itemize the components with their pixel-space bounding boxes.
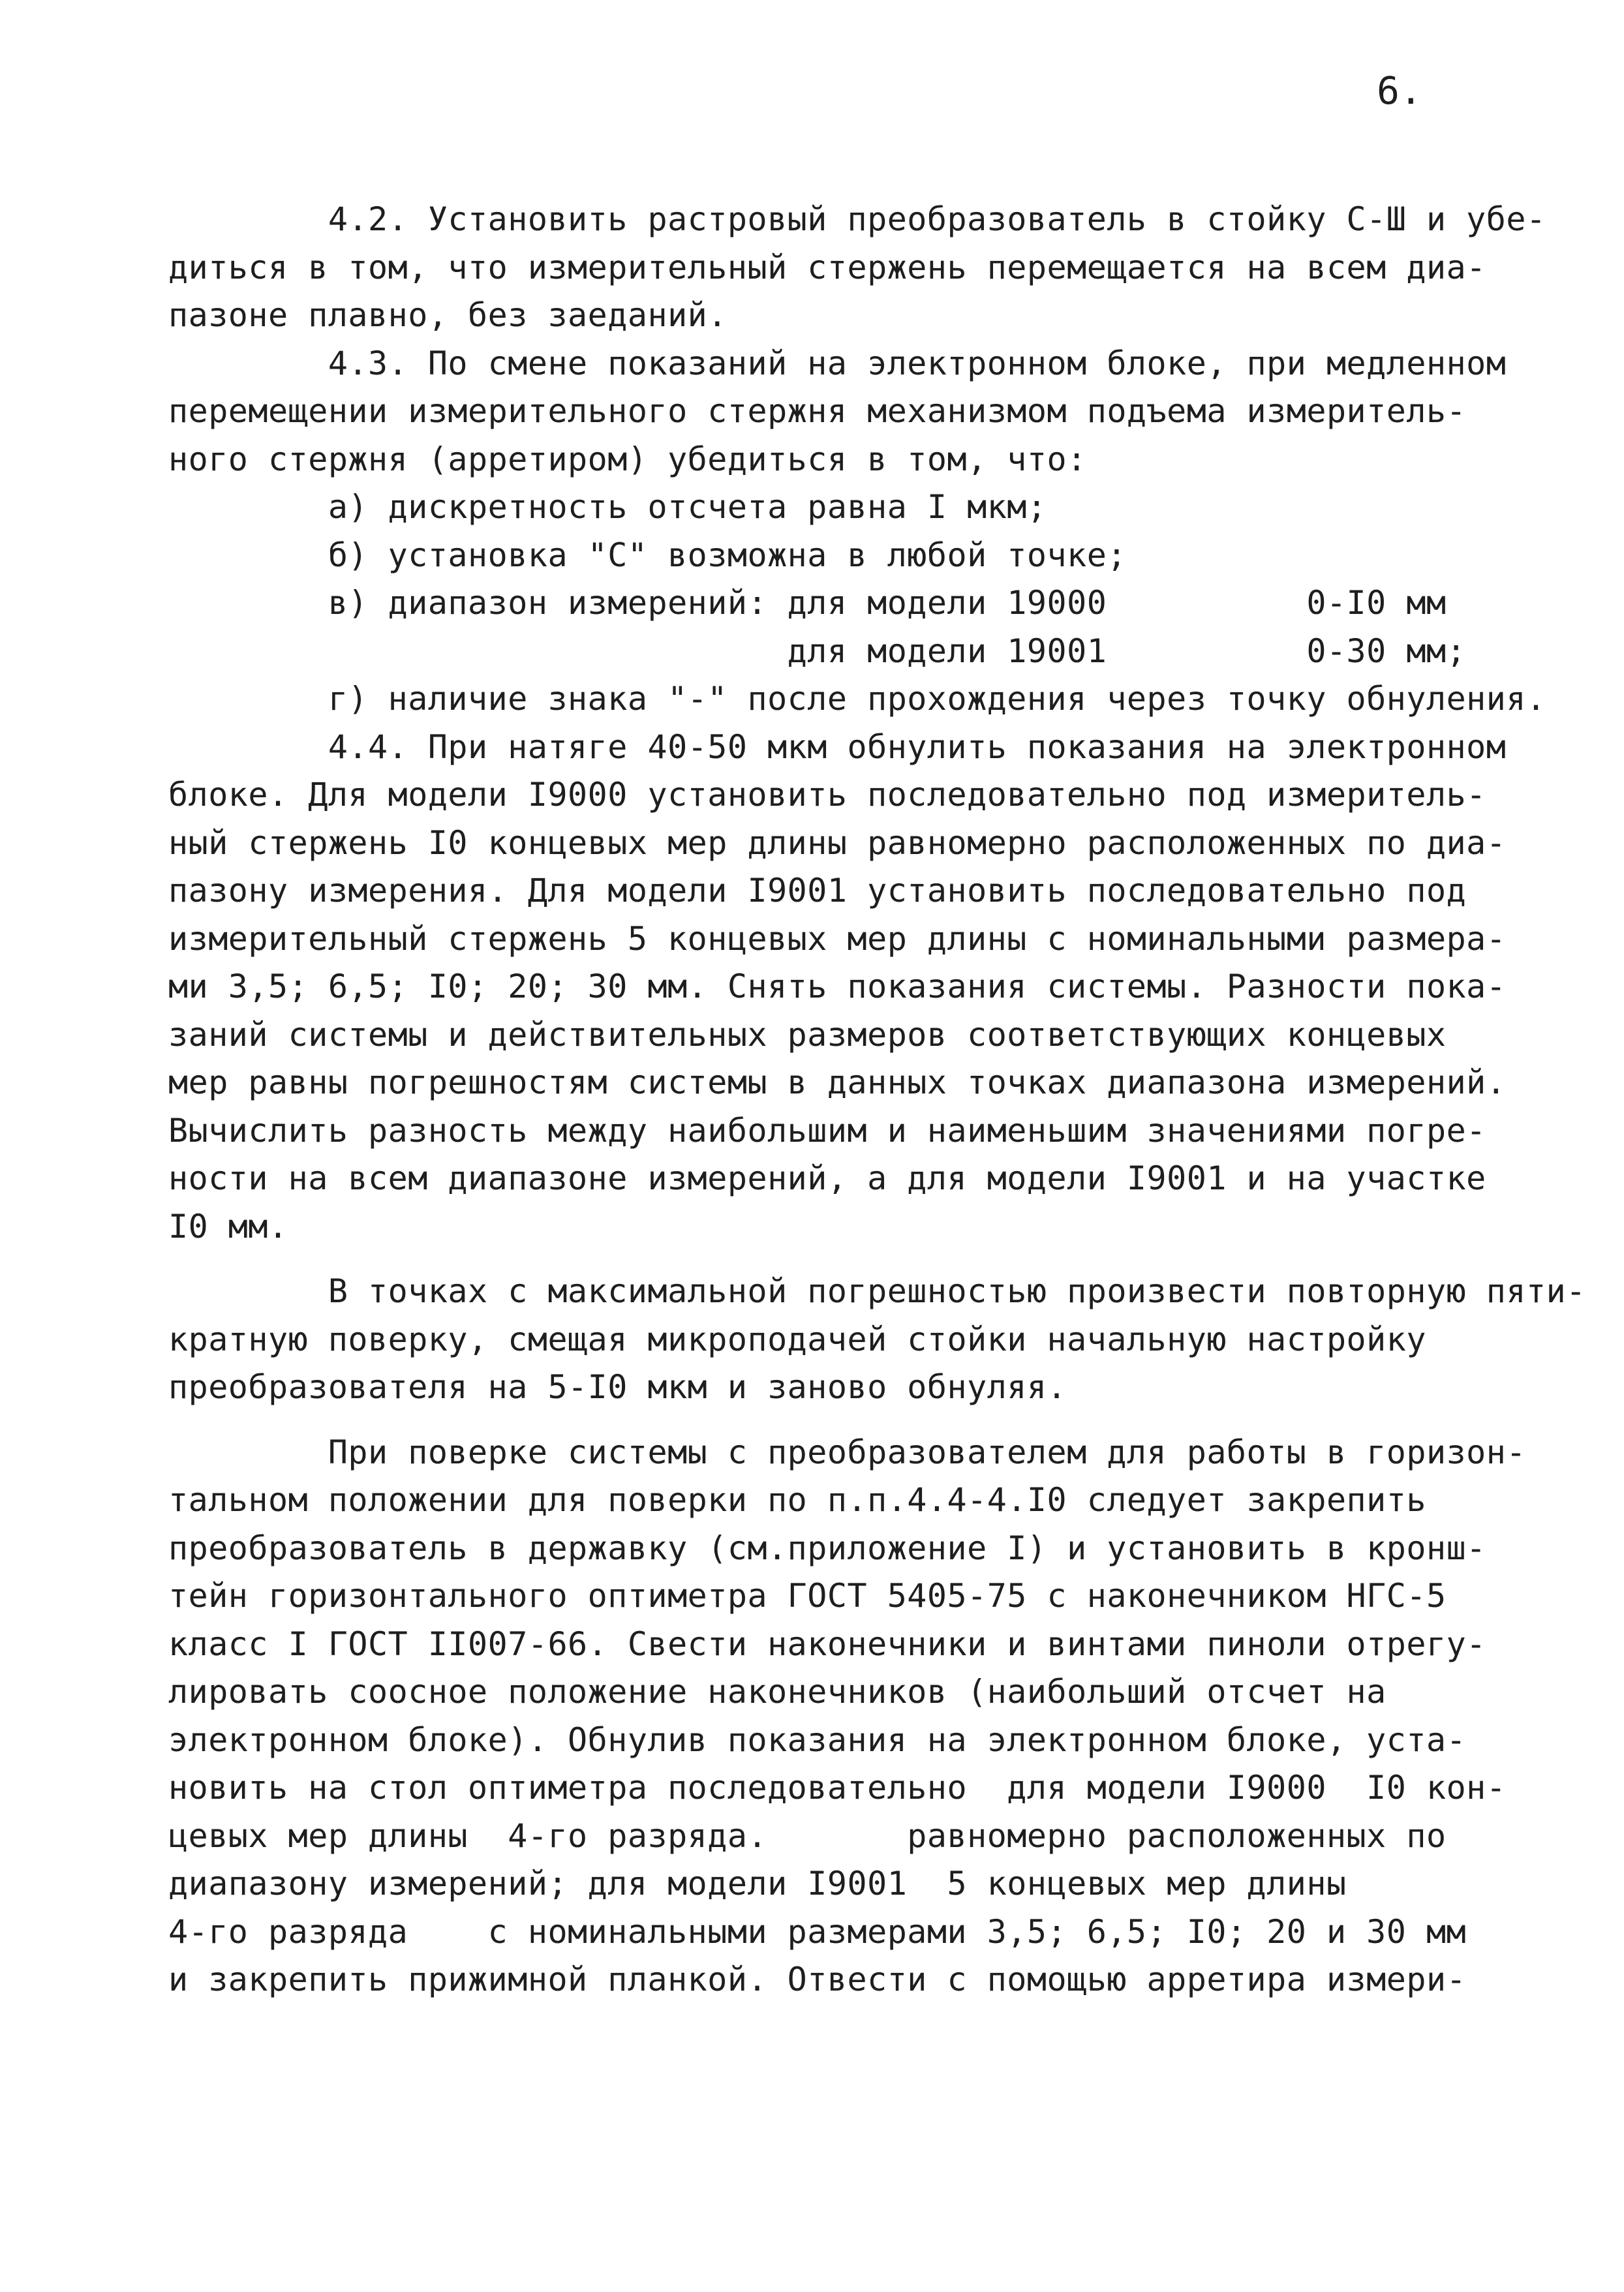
text-line: тейн горизонтального оптиметра ГОСТ 5405-75 с наконечником НГС-5 [168, 1577, 1447, 1615]
text-line: 4.4. При натяге 40-50 мкм обнулить показания на электронном [168, 727, 1507, 766]
text-block [168, 196, 1546, 1251]
text-line: 4.2. Установить растровый преобразователь в стойку С-Ш и убе- [168, 200, 1546, 238]
text-line: ный стержень I0 концевых мер длины равномерно расположенных по диа- [168, 823, 1507, 862]
text-line: лировать соосное положение наконечников (наибольший отсчет на [168, 1673, 1387, 1711]
text-line: диться в том, что измерительный стержень перемещается на всем диа- [168, 248, 1486, 286]
text-line: блоке. Для модели I9000 установить последовательно под измеритель- [168, 776, 1486, 814]
text-line: преобразователя на 5-I0 мкм и заново обнуляя. [168, 1368, 1067, 1406]
page-number: 6. [1377, 69, 1422, 113]
text-line: заний системы и действительных размеров соответствующих концевых [168, 1015, 1447, 1054]
text-line: г) наличие знака "-" после прохождения через точку обнуления. [168, 680, 1546, 718]
text-block [168, 1429, 1526, 2004]
text-line: пазоне плавно, без заеданий. [168, 296, 728, 334]
text-line: кратную поверку, смещая микроподачей стойки начальную настройку [168, 1320, 1426, 1358]
text-line: 4-го разряда с номинальными размерами 3,5; 6,5; I0; 20 и 30 мм [168, 1912, 1467, 1951]
text-line: ми 3,5; 6,5; I0; 20; 30 мм. Снять показания системы. Разности пока- [168, 968, 1507, 1005]
text-line: измерительный стержень 5 концевых мер длины с номинальными размера- [168, 919, 1507, 958]
text-line: и закрепить прижимной планкой. Отвести с помощью арретира измери- [168, 1961, 1467, 1998]
text-line: класс I ГОСТ II007-66. Свести наконечники и винтами пиноли отрегу- [168, 1625, 1486, 1663]
text-line: ности на всем диапазоне измерений, а для модели I9001 и на участке [168, 1159, 1486, 1197]
text-block [168, 1268, 1586, 1412]
text-line: 4.3. По смене показаний на электронном блоке, при медленном [168, 344, 1507, 382]
text-line: Вычислить разность между наибольшим и наименьшим значениями погре- [168, 1111, 1486, 1150]
text-line: а) дискретность отсчета равна I мкм; [168, 488, 1047, 526]
text-line: преобразователь в державку (см.приложение I) и установить в кронш- [168, 1529, 1486, 1567]
text-line: электронном блоке). Обнулив показания на электронном блоке, уста- [168, 1720, 1467, 1759]
text-line: новить на стол оптиметра последовательно для модели I9000 I0 кон- [168, 1769, 1507, 1807]
text-line: диапазону измерений; для модели I9001 5 концевых мер длины [168, 1865, 1347, 1902]
text-line: в) диапазон измерений: для модели 19000 0-I0 мм [168, 584, 1447, 622]
document-body [168, 196, 1586, 2004]
paragraph-gap [168, 1412, 1506, 1429]
text-line: цевых мер длины 4-го разряда. равномерно расположенных по [168, 1816, 1447, 1855]
text-line: б) установка "С" возможна в любой точке; [168, 536, 1127, 574]
text-line: мер равны погрешностям системы в данных точках диапазона измерений. [168, 1063, 1507, 1101]
text-line: В точках с максимальной погрешностью произвести повторную пяти- [168, 1272, 1586, 1310]
text-line: перемещении измерительного стержня механизмом подъема измеритель- [168, 392, 1467, 430]
text-line: I0 мм. [168, 1207, 288, 1245]
text-line: пазону измерения. Для модели I9001 установить последовательно под [168, 872, 1467, 909]
text-line: для модели 19001 0-30 мм; [168, 632, 1467, 670]
text-line: При поверке системы с преобразователем для работы в горизон- [168, 1433, 1526, 1471]
text-line: ного стержня (арретиром) убедиться в том, что: [168, 440, 1087, 478]
paragraph-gap [168, 1251, 1506, 1268]
text-line: тальном положении для поверки по п.п.4.4-4.I0 следует закрепить [168, 1481, 1426, 1519]
